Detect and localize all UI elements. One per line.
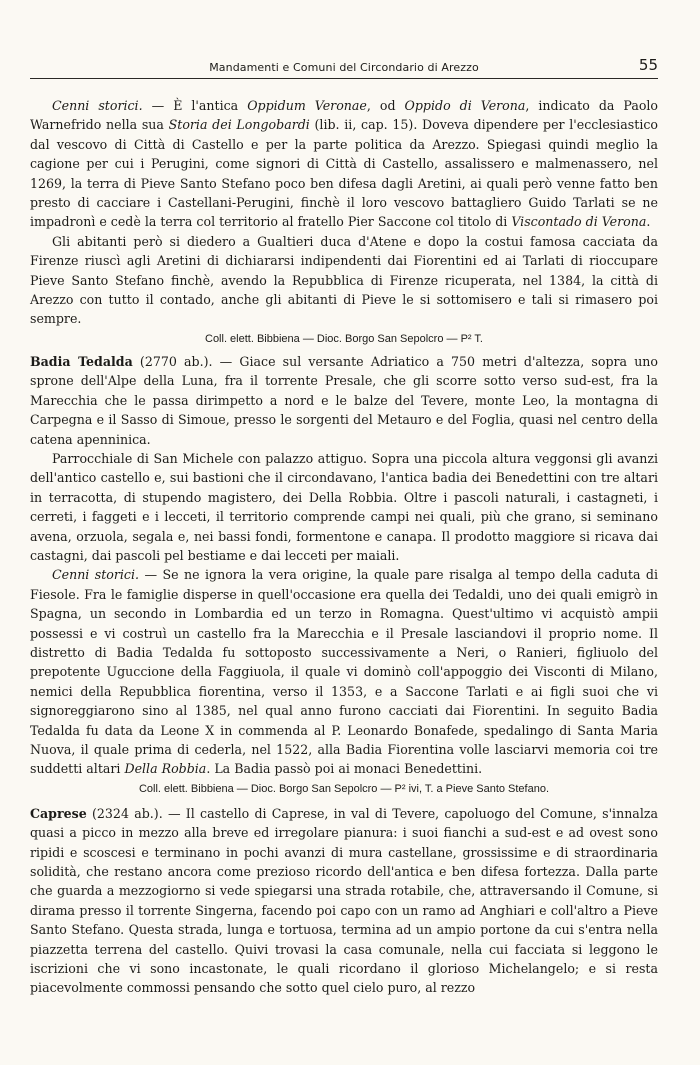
entry-caprese: Caprese (2324 ab.). — Il castello di Caprese, in val di Tevere, capoluogo del Comune, s'innalza quasi a picco in mezzo alla breve ed irregolare pianura: i suoi fianchi a sud-est e ad ovest sono ripidi e scoscesi e terminano in pochi avanzi di mura castellane, grossissime e di straordinaria solidità, che restano ancora come prezioso ricordo dell'antica e ben difesa fortezza. Dalla parte che guarda a mezzogiorno si vede spiegarsi una strada rotabile, che, attraversando il Comune, si dirama presso il torrente Singerna, facendo poi capo con un ramo ad Anghiari e coll'altro a Pieve Santo Stefano. Questa strada, lunga e tortuosa, termina ad un ampio portone da cui s'entra nella piazzetta terrena del castello. Quivi trovasi la casa comunale, nella cui facciata si leggono le iscrizioni che vi sono incastonate, le quali ricordano il glorioso Michelangelo; e si resta piacevolmente commossi pensando che sotto quel cielo puro, al rezzo [30,805,658,996]
paragraph-parrocchiale: Parrocchiale di San Michele con palazzo attiguo. Sopra una piccola altura veggonsi gli avanzi dell'antico castello e, sui bastioni che il circondavano, l'antica badia dei Benedettini con tre altari in terracotta, di stupendo magistero, dei Della Robbia. Oltre i pascoli naturali, i castagneti, i cerreti, i faggeti e i lecceti, il territorio comprende campi nei quali, più che grano, si seminano avena, orzuola, segala e, nei bassi fondi, formentone e canapa. Il prodotto maggiore si ricava dai castagni, dai pascoli pel bestiame e dai lecceti per maiali. [30,450,658,563]
page-number: 55 [638,56,658,74]
entry-heading: Badia Tedalda [30,353,133,369]
section-label: Cenni storici. [52,567,140,583]
header-title: Mandamenti e Comuni del Circondario di Arezzo [209,61,479,74]
paragraph-cenni-storici-pieve: Cenni storici. — È l'antica Oppidum Veronae, od Oppido di Verona, indicato da Paolo Warnefrido nella sua Storia dei Longobardi (lib. ii, cap. 15). Doveva dipendere per l'ecclesiastico dal vescovo di Città di Castello e per la parte politica da Arezzo. Spiegasi quindi meglio la cagione per cui i Perugini, come signori di Città di Castello, assalissero e malmenassero, nel 1269, la terra di Pieve Santo Stefano poco ben difesa dagli Aretini, ai quali però venne fatto ben presto di cacciare i Castellani-Perugini, finchè il loro vescovo battagliero Guido Tarlati se ne impadronì e cedè la terra col territorio al fratello Pier Saccone col titolo di Viscontado di Verona. [30,98,659,230]
collegio-line-badia: Coll. elett. Bibbiena — Dioc. Borgo San Sepolcro — P² ivi, T. a Pieve Santo Stefano. [138,782,550,795]
paragraph-abitanti: Gli abitanti però si diedero a Gualtieri duca d'Atene e dopo la costui famosa cacciata da Firenze riuscì agli Aretini di dichiararsi indipendenti dai Fiorentini ed ai Tarlati di rioccupare Pieve Santo Stefano finchè, avendo la Repubblica di Firenze ricuperata, nel 1384, la città di Arezzo con tutto il contado, anche gli abitanti di Pieve le si sottomisero e tali si rimasero poi sempre. [30,233,658,327]
entry-heading: Caprese [30,805,87,821]
running-header [30,44,658,74]
section-label: Cenni storici. [52,98,143,113]
paragraph-cenni-storici-badia: Cenni storici. — Se ne ignora la vera origine, la quale pare risalga al tempo della caduta di Fiesole. Fra le famiglie disperse in quell'occasione era quella dei Tedaldi, uno dei quali emigrò in Spagna, un secondo in Lombardia ed un terzo in Romagna. Quest'ultimo vi acquistò ampii possessi e vi costruì un castello fra la Marecchia e il Presale lasciandovi il proprio nome. Il distretto di Badia Tedalda fu sottoposto successivamente a Neri, o Ranieri, figliuolo del prepotente Uguccione della Faggiuola, il quale vi dominò coll'appoggio dei Visconti di Milano, nemici della Repubblica fiorentina, verso il 1353, e a Saccone Tarlati e ai figli suoi che vi signoreggiarono sino al 1385, nel qual anno furono cacciati dai Fiorentini. In seguito Badia Tedalda fu data da Leone X in commenda al P. Leonardo Bonafede, spedalingo di Santa Maria Nuova, il quale prima di cederla, nel 1522, alla Badia Fiorentina volle lasciarvi memoria coi tre suddetti altari Della Robbia. La Badia passò poi ai monaci Benedettini. [30,567,658,777]
collegio-line-pieve: Coll. elett. Bibbiena — Dioc. Borgo San Sepolcro — P² T. [205,332,483,345]
page-body [30,96,658,998]
header-rule [30,78,658,79]
entry-badia-tedalda: Badia Tedalda (2770 ab.). — Giace sul versante Adriatico a 750 metri d'altezza, sopra uno sprone dell'Alpe della Luna, fra il torrente Presale, che gli scorre sotto verso sud-est, fra la Marecchia che le passa dirimpetto a nord e le balze del Tevere, monte Leo, la montagna di Carpegna e il Sasso di Simoue, presso le sorgenti del Metauro e del Foglia, quasi nel centro della catena apenninica. [30,353,658,447]
